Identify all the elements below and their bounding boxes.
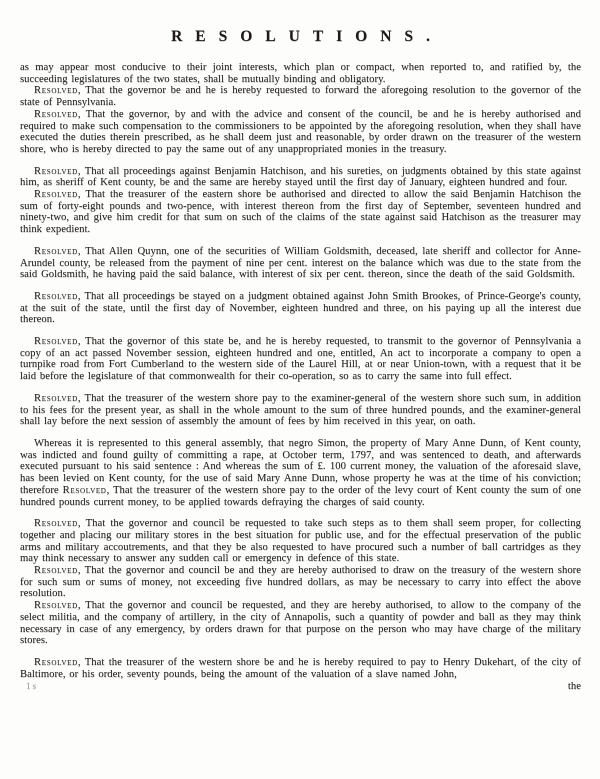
paragraph-10 xyxy=(20,438,581,508)
paragraph-text: , That the governor and council be and they are hereby authorised to draw on the treasury of the western shore for such sum or sums of money, not exceeding five hundred dollars, as may be necessary to carry into effect the above resolution. xyxy=(20,565,581,600)
paragraph-text: , That all proceedings against Benjamin Hatchison, and his sureties, on judgments obtained by this state against him, as sheriff of Kent county, be and the same are hereby stayed until the first day of January, eighteen hundred and four. xyxy=(20,165,581,189)
resolved-lead: Resolved xyxy=(34,189,78,201)
resolved-lead: Resolved xyxy=(34,165,78,177)
paragraph-text: , That all proceedings be stayed on a judgment obtained against John Smith Brookes, of Prince-George's county, at the suit of the state, until the first day of November, eighteen hundred and three, on his paying up all the interest due thereon. xyxy=(20,290,581,326)
paragraph-8 xyxy=(20,336,581,383)
resolved-lead: Resolved xyxy=(34,656,78,668)
paragraph-13 xyxy=(20,600,581,647)
paragraph-text: , That the treasurer of the western shore pay to the order of the levy court of Kent county the sum of one hundred pounds current money, to be applied towards defraying the charges of said county. xyxy=(20,484,581,508)
paragraph-text: , That the governor of this state be, and he is hereby requested, to transmit to the governor of Pennsylvania a copy of an act passed November session, eighteen hundred and one, entitled, An act to incorporate a company to open a turnpike road from Fort Cumberland to the western side of the Laurel Hill, at or near Union-town, with a request that it be laid before the legislature of that commonwealth for their co-operation, so as to carry the same into full effect. xyxy=(20,336,581,383)
paragraph-text: , That Allen Quynn, one of the securities of William Goldsmith, deceased, late sheriff and collector for Anne-Arundel county, be released from the payment of nine per cent. interest on the balance which was due to the state from the said Goldsmith, he having paid the said balance, with interest of six per cent. thereon, since the death of the said Goldsmith. xyxy=(20,245,581,281)
paragraph-5 xyxy=(20,189,581,236)
catchword: the xyxy=(567,681,581,693)
paragraph-text: as may appear most conducive to their joint interests, which plan or compact, when reported to, and ratified by, the succeeding legislatures of the two states, shall be mutually binding and obligatory. xyxy=(20,62,581,85)
resolved-lead: Resolved xyxy=(34,336,78,348)
paragraph-text: , That the treasurer of the eastern shore be authorised and directed to allow the said Benjamin Hatchison the sum of forty-eight pounds and two-pence, with interest thereon from the first day of September, seventeen hundred and ninety-two, and give him credit for that sum on such of the claims of the state against said Hatchison as the treasurer may think expedient. xyxy=(20,189,581,236)
paragraph-text: , That the treasurer of the western shore pay to the examiner-general of the western shore such sum, in addition to his fees for the present year, as shall in the whole amount to the sum of three hundred pounds, and the examiner-general shall lay before the next session of assembly the amount of fees by him received in this year, on oath. xyxy=(20,392,581,428)
paragraph-4 xyxy=(20,166,581,189)
resolved-lead: Resolved xyxy=(34,85,78,97)
resolved-lead: Resolved xyxy=(34,108,78,120)
paragraph-1 xyxy=(20,62,581,85)
document-body xyxy=(20,62,581,693)
paragraph-12 xyxy=(20,565,581,600)
paragraph-11 xyxy=(20,518,581,565)
paragraph-3 xyxy=(20,109,581,156)
paragraph-6 xyxy=(20,246,581,281)
paragraph-text: Whereas it is represented to this general assembly, that negro Simon, the property of Mary Anne Dunn, of Kent county, was indicted and found guilty of committing a rape, at October term, 1797, and was sentenced to death, and afterwards executed pursuant to his said sentence : And whereas the sum of £. 100 current money, the valuation of the aforesaid slave, has been levied on Kent county, for the use of said Mary Anne Dunn, whose property he was at the time of his conviction; therefore xyxy=(20,437,581,496)
paragraph-text: , That the governor, by and with the advice and consent of the council, be and he is hereby authorised and required to make such compensation to the commissioners to be appointed by the aforegoing resolution, when they shall have executed the duties therein prescribed, as he shall deem just and reasonable, by order drawn on the treasurer of the western shore, who is hereby directed to pay the same out of any unappropriated monies in the treasury. xyxy=(20,108,581,155)
resolved-lead: Resolved xyxy=(34,392,78,404)
paragraph-9 xyxy=(20,393,581,428)
resolved-lead: Resolved xyxy=(34,565,78,577)
paragraph-text: , That the governor and council be requested, and they are hereby authorised, to allow to the company of the select militia, and the company of artillery, in the city of Annapolis, such a quantity of powder and ball as they may think necessary in case of any emergency, by orders drawn for that purpose on the person who may have charge of the military stores. xyxy=(20,600,581,647)
page-footer xyxy=(20,681,581,693)
resolved-lead: Resolved xyxy=(34,290,78,302)
paragraph-14 xyxy=(20,657,581,680)
paragraph-text: , That the governor and council be requested to take such steps as to them shall seem proper, for collecting together and placing our military stores in the best situation for public use, and for the effectual preservation of the public arms and military accoutrements, and that they be also requested to have procured such a number of ball cartridges as they may think necessary to answer any sudden call or emergency in defence of this state. xyxy=(20,518,581,565)
paragraph-text: , That the treasurer of the western shore be and he is hereby required to pay to Henry Dukehart, of the city of Baltimore, or his order, seventy pounds, being the amount of the valuation of a slave named John, xyxy=(20,656,581,680)
resolved-lead: Resolved xyxy=(34,600,78,612)
resolved-lead: Resolved xyxy=(34,245,78,257)
resolved-lead: Resolved xyxy=(34,518,78,530)
paragraph-7 xyxy=(20,291,581,326)
paragraph-2 xyxy=(20,85,581,108)
page-title: RESOLUTIONS. xyxy=(171,28,443,45)
resolved-lead: Resolved xyxy=(62,484,107,496)
paragraph-text: , That the governor be and he is hereby requested to forward the aforegoing resolution to the governor of the state of Pennsylvania. xyxy=(20,85,581,109)
footer-signature-mark: 1s xyxy=(26,681,39,692)
